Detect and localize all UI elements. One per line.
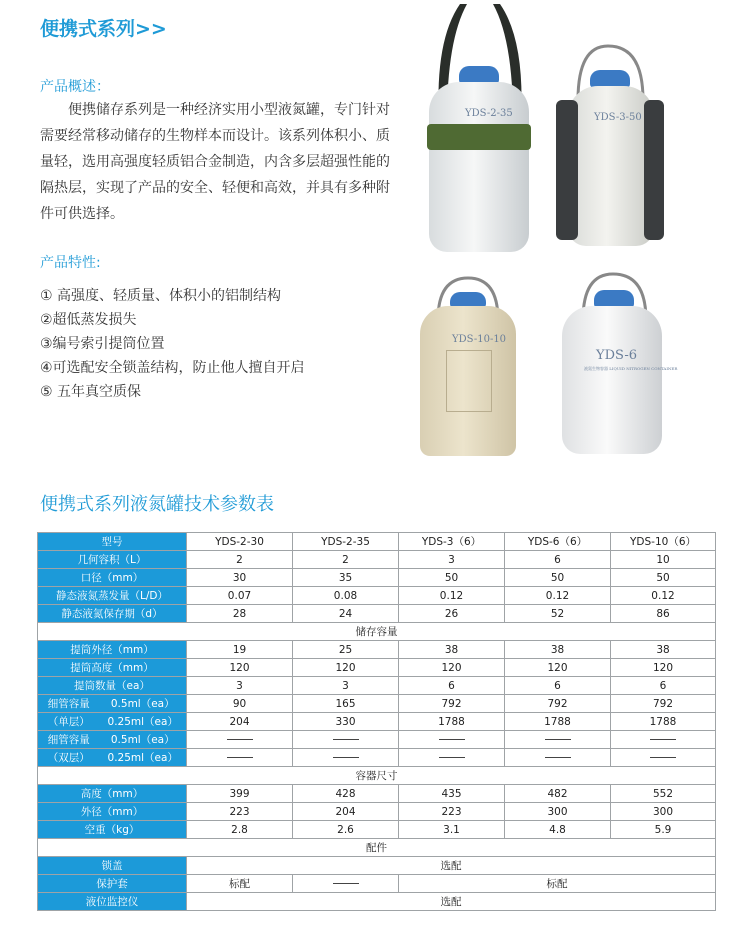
feature-item: ⑤ 五年真空质保 [40,384,142,400]
table-cell-empty [293,731,399,749]
section-row [38,767,716,785]
table-cell: 120 [187,659,293,677]
table-row [38,821,716,839]
table-cell: 0.07 [187,587,293,605]
table-row [38,713,716,731]
row-header: 高度（mm） [38,785,187,803]
tank-label: YDS-10-10 [452,334,507,345]
overview-text: 便携储存系列是一种经济实用小型液氮罐，专门针对需要经常移动储存的生物样本而设计。该系列体积小、质量轻，选用高强度轻质铝合金制造，内含多层超强性能的隔热层，实现了产品的安全、轻便和高效，并具有多种附件可供选择。 [40,102,390,222]
table-cell: 0.12 [611,587,716,605]
table-row [38,551,716,569]
row-header: 空重（kg） [38,821,187,839]
table-cell: 24 [293,605,399,623]
table-row [38,875,716,893]
table-row [38,857,716,875]
row-header: 提筒数量（ea） [38,677,187,695]
tank-label: YDS-3-50 [594,112,642,123]
table-cell: 38 [399,641,505,659]
straw-single-layer: （单层） [38,713,100,731]
table-cell: 1788 [505,713,611,731]
table-cell: 223 [187,803,293,821]
table-cell: 50 [399,569,505,587]
table-cell: 552 [611,785,716,803]
table-cell-empty [187,731,293,749]
table-cell: 26 [399,605,505,623]
table-cell: 6 [505,551,611,569]
table-cell: 120 [293,659,399,677]
table-row [38,569,716,587]
straw-double-label: 细管容量 [38,731,100,749]
table-cell: 204 [187,713,293,731]
table-cell: 3.1 [399,821,505,839]
table-cell: 1788 [399,713,505,731]
model-cell: YDS-2-30 [187,533,293,551]
table-cell: 52 [505,605,611,623]
page-title: 便携式系列>> [40,18,167,40]
table-cell-empty [611,749,716,767]
dash-icon [650,739,676,740]
table-row [38,803,716,821]
feature-item: ②超低蒸发损失 [40,312,137,328]
row-header: 锁盖 [38,857,187,875]
table-cell: 50 [611,569,716,587]
table-row [38,605,716,623]
table-cell: 6 [399,677,505,695]
row-subheader: 0.25ml（ea） [100,713,187,731]
table-cell: 5.9 [611,821,716,839]
tank-photo-3 [418,270,518,460]
table-cell-empty [505,731,611,749]
tank-photo-2 [548,40,668,250]
table-cell: 86 [611,605,716,623]
table-title: 便携式系列液氮罐技术参数表 [40,494,274,515]
row-header: 几何容积（L） [38,551,187,569]
table-cell: 2 [293,551,399,569]
spec-table [37,532,716,911]
table-cell: 选配 [187,857,716,875]
table-cell: 3 [187,677,293,695]
overview-heading: 产品概述： [40,79,110,95]
row-header: 静态液氮保存期（d） [38,605,187,623]
table-cell: 90 [187,695,293,713]
table-cell: 330 [293,713,399,731]
table-row [38,749,716,767]
table-cell: 2.8 [187,821,293,839]
tank-photo-4 [558,270,678,460]
dash-icon [333,757,359,758]
section-heading: 容器尺寸 [38,767,716,785]
table-cell: 25 [293,641,399,659]
table-cell: 选配 [187,893,716,911]
dash-icon [333,883,359,884]
model-cell: YDS-10（6） [611,533,716,551]
section-row [38,623,716,641]
row-header: 静态液氮蒸发量（L/D） [38,587,187,605]
dash-icon [439,739,465,740]
table-cell: 28 [187,605,293,623]
model-cell: YDS-3（6） [399,533,505,551]
table-cell: 300 [505,803,611,821]
row-header: 口径（mm） [38,569,187,587]
tank-label: YDS-6 [596,348,638,363]
table-cell: 6 [611,677,716,695]
table-cell: 0.12 [505,587,611,605]
table-cell: 1788 [611,713,716,731]
table-cell-empty [399,731,505,749]
table-cell: 792 [611,695,716,713]
table-cell: 482 [505,785,611,803]
row-subheader: 0.5ml（ea） [100,695,187,713]
model-cell: YDS-6（6） [505,533,611,551]
table-row [38,533,716,551]
table-cell: 标配 [399,875,716,893]
features-heading: 产品特性: [40,255,101,271]
table-cell: 19 [187,641,293,659]
table-cell: 792 [505,695,611,713]
feature-item: ① 高强度、轻质量、体积小的铝制结构 [40,288,281,304]
tank-sublabel: 液氮生物容器 LIQUID NITROGEN CONTAINER [584,366,678,371]
row-header: 提筒外径（mm） [38,641,187,659]
dash-icon [650,757,676,758]
feature-item: ③编号索引提筒位置 [40,336,165,352]
table-cell-empty [611,731,716,749]
table-cell: 435 [399,785,505,803]
table-cell: 223 [399,803,505,821]
row-header: 外径（mm） [38,803,187,821]
table-cell-empty [399,749,505,767]
table-cell: 300 [611,803,716,821]
dash-icon [545,757,571,758]
table-cell: 3 [293,677,399,695]
table-cell: 标配 [187,875,293,893]
table-cell: 10 [611,551,716,569]
table-row [38,659,716,677]
straw-double-layer: （双层） [38,749,100,767]
table-cell: 0.08 [293,587,399,605]
table-row [38,587,716,605]
table-cell-empty [293,749,399,767]
section-row [38,839,716,857]
table-cell: 120 [611,659,716,677]
table-row [38,731,716,749]
row-header: 提筒高度（mm） [38,659,187,677]
dash-icon [545,739,571,740]
section-heading: 储存容量 [38,623,716,641]
model-cell: YDS-2-35 [293,533,399,551]
dash-icon [227,739,253,740]
table-row [38,677,716,695]
table-cell: 38 [505,641,611,659]
table-cell: 6 [505,677,611,695]
table-row [38,893,716,911]
table-cell: 38 [611,641,716,659]
table-cell: 120 [399,659,505,677]
table-cell: 3 [399,551,505,569]
table-cell: 2 [187,551,293,569]
table-cell: 428 [293,785,399,803]
feature-item: ④可选配安全锁盖结构，防止他人擅自开启 [40,360,305,376]
table-cell: 4.8 [505,821,611,839]
table-cell: 204 [293,803,399,821]
row-header: 液位监控仪 [38,893,187,911]
table-row [38,695,716,713]
table-cell: 35 [293,569,399,587]
table-cell: 399 [187,785,293,803]
section-heading: 配件 [38,839,716,857]
tank-photo-1 [425,0,535,255]
table-cell-empty [187,749,293,767]
table-cell: 0.12 [399,587,505,605]
tank-label: YDS-2-35 [465,108,513,119]
table-cell: 165 [293,695,399,713]
table-row [38,785,716,803]
dash-icon [227,757,253,758]
features-list [40,284,400,404]
straw-single-label: 细管容量 [38,695,100,713]
table-cell: 792 [399,695,505,713]
row-header: 保护套 [38,875,187,893]
row-subheader: 0.25ml（ea） [100,749,187,767]
dash-icon [439,757,465,758]
table-cell-empty [505,749,611,767]
table-cell: 30 [187,569,293,587]
table-cell-empty [293,875,399,893]
table-row [38,641,716,659]
dash-icon [333,739,359,740]
table-cell: 120 [505,659,611,677]
table-cell: 2.6 [293,821,399,839]
row-header: 型号 [38,533,187,551]
row-subheader: 0.5ml（ea） [100,731,187,749]
table-cell: 50 [505,569,611,587]
